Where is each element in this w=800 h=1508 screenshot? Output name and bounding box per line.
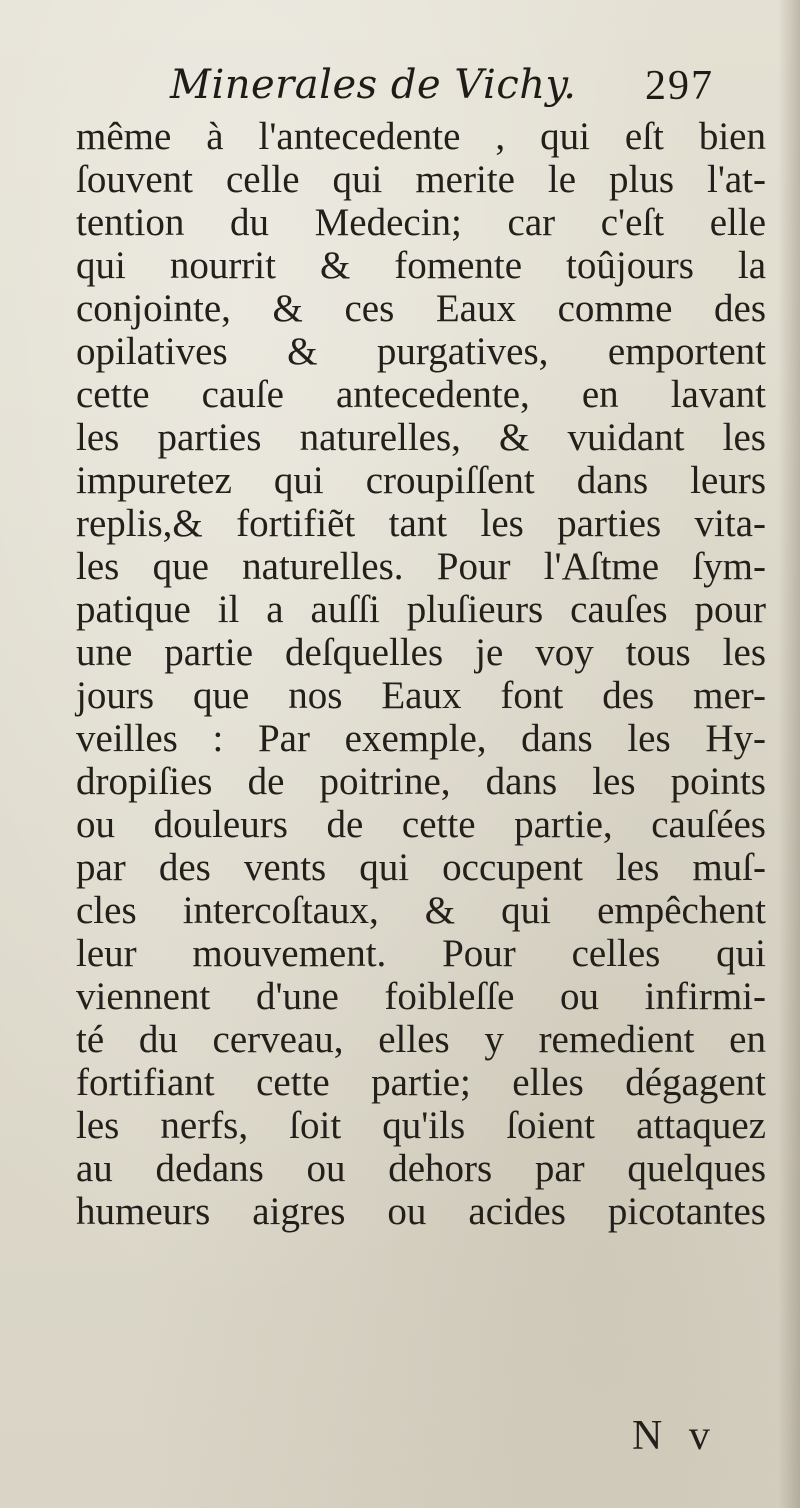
text-line: par des vents qui occupent les muſ- — [76, 846, 766, 889]
running-title: Minerales de Vichy. — [170, 62, 577, 108]
text-line: replis,& fortifiẽt tant les parties vita- — [76, 502, 766, 545]
text-line: fortifiant cette partie; elles dégagent — [76, 1061, 766, 1104]
page-edge-shadow — [778, 0, 800, 1508]
text-line: viennent d'une foibleſſe ou infirmi- — [76, 975, 766, 1018]
page-number: 297 — [645, 63, 714, 109]
text-line: une partie deſquelles je voy tous les — [76, 631, 766, 674]
text-line: veilles : Par exemple, dans les Hy- — [76, 717, 766, 760]
text-line: qui nourrit & fomente toûjours la — [76, 244, 766, 287]
text-line: conjointe, & ces Eaux comme des — [76, 287, 766, 330]
text-line: ſouvent celle qui merite le plus l'at- — [76, 158, 766, 201]
text-line: cette cauſe antecedente, en lavant — [76, 373, 766, 416]
text-line: au dedans ou dehors par quelques — [76, 1147, 766, 1190]
text-line: tention du Medecin; car c'eſt elle — [76, 201, 766, 244]
text-line: dropiſies de poitrine, dans les points — [76, 760, 766, 803]
text-line: ou douleurs de cette partie, cauſées — [76, 803, 766, 846]
signature-mark: N v — [632, 1413, 718, 1459]
text-line: les que naturelles. Pour l'Aſtme ſym- — [76, 545, 766, 588]
text-line: jours que nos Eaux font des mer- — [76, 674, 766, 717]
text-line: impuretez qui croupiſſent dans leurs — [76, 459, 766, 502]
text-line: opilatives & purgatives, emportent — [76, 330, 766, 373]
text-line: les nerfs, ſoit qu'ils ſoient attaquez — [76, 1104, 766, 1147]
text-line: cles intercoſtaux, & qui empêchent — [76, 889, 766, 932]
text-line: les parties naturelles, & vuidant les — [76, 416, 766, 459]
body-text — [76, 115, 766, 1233]
text-line: même à l'antecedente , qui eſt bien — [76, 115, 766, 158]
text-line: té du cerveau, elles y remedient en — [76, 1018, 766, 1061]
text-line: humeurs aigres ou acides picotantes — [76, 1190, 766, 1233]
text-line: patique il a auſſi pluſieurs cauſes pour — [76, 588, 766, 631]
text-line: leur mouvement. Pour celles qui — [76, 932, 766, 975]
page-header — [170, 62, 770, 122]
